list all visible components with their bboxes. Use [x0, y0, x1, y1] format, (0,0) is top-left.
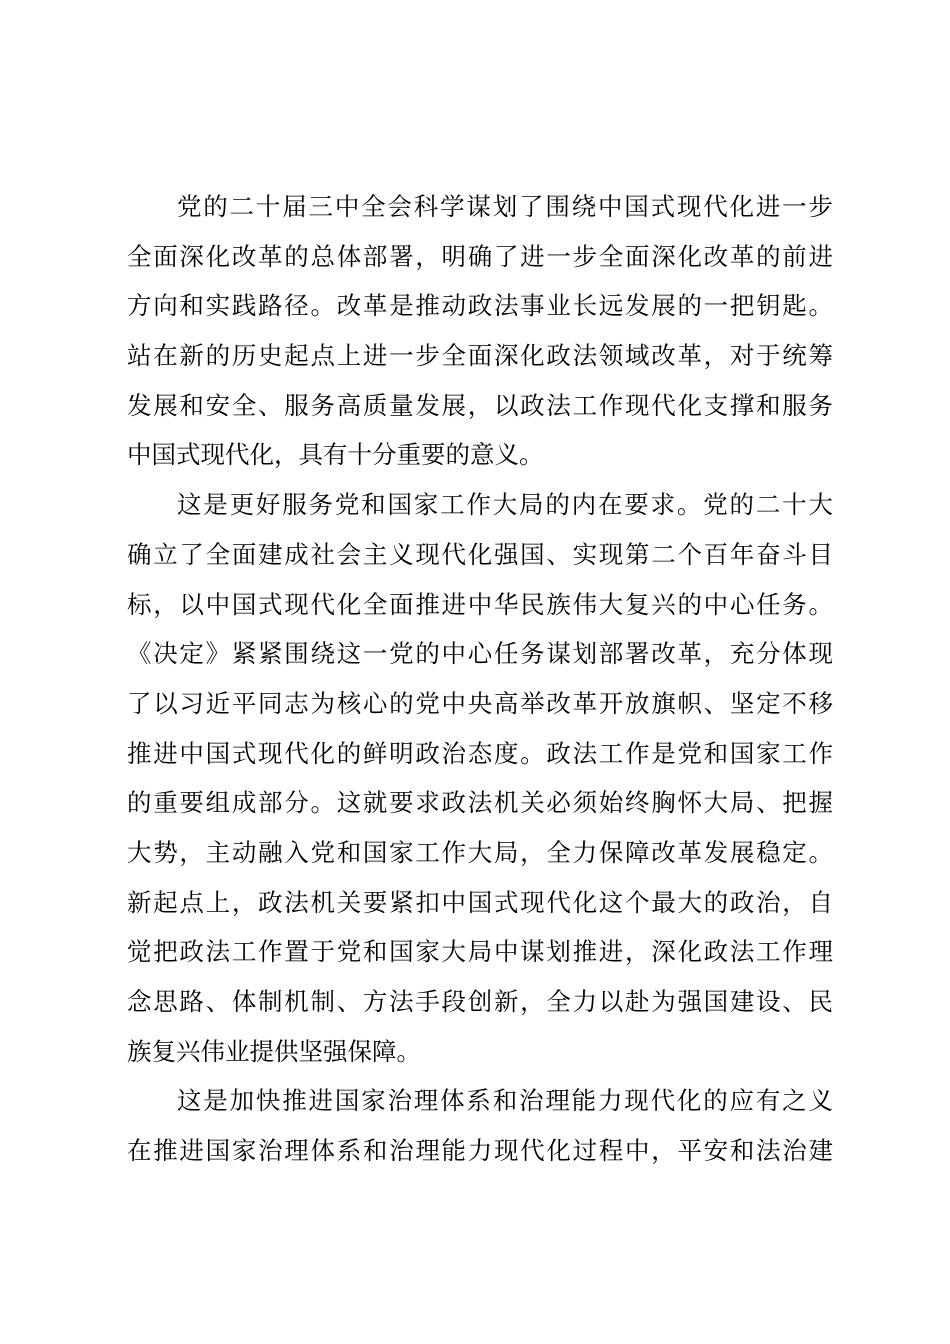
- paragraph-1-line-5: 发展和安全、服务高质量发展，以政法工作现代化支撑和服务: [127, 390, 833, 420]
- paragraph-1-line-4: 站在新的历史起点上进一步全面深化政法领域改革，对于统筹: [127, 341, 833, 371]
- paragraph-1-line-2: 全面深化改革的总体部署，明确了进一步全面深化改革的前进: [127, 241, 833, 271]
- paragraph-2-line-6: 推进中国式现代化的鲜明政治态度。政法工作是党和国家工作: [127, 738, 833, 768]
- body-text: [127, 182, 833, 1176]
- paragraph-3-line-2: 在推进国家治理体系和治理能力现代化过程中，平安和法治建: [127, 1136, 833, 1166]
- paragraph-1-line-3: 方向和实践路径。改革是推动政法事业长远发展的一把钥匙。: [127, 291, 833, 321]
- paragraph-2-line-12: 族复兴伟业提供坚强保障。: [127, 1036, 421, 1066]
- paragraph-1-line-6: 中国式现代化，具有十分重要的意义。: [127, 440, 544, 470]
- paragraph-3-line-1: 这是加快推进国家治理体系和治理能力现代化的应有之义: [177, 1086, 833, 1116]
- paragraph-2-line-10: 觉把政法工作置于党和国家大局中谋划推进，深化政法工作理: [127, 937, 833, 967]
- paragraph-1-line-1: 党的二十届三中全会科学谋划了围绕中国式现代化进一步: [177, 192, 833, 221]
- paragraph-2-line-5: 了以习近平同志为核心的党中央高举改革开放旗帜、坚定不移: [127, 688, 833, 718]
- paragraph-2-line-8: 大势，主动融入党和国家工作大局，全力保障改革发展稳定。: [127, 837, 833, 867]
- paragraph-2-line-7: 的重要组成部分。这就要求政法机关必须始终胸怀大局、把握: [127, 788, 833, 818]
- paragraph-2-line-1: 这是更好服务党和国家工作大局的内在要求。党的二十大: [177, 490, 833, 520]
- paragraph-2-line-11: 念思路、体制机制、方法手段创新，全力以赴为强国建设、民: [127, 987, 833, 1016]
- paragraph-2-line-9: 新起点上，政法机关要紧扣中国式现代化这个最大的政治，自: [127, 887, 833, 917]
- paragraph-2-line-4: 《决定》紧紧围绕这一党的中心任务谋划部署改革，充分体现: [127, 639, 833, 669]
- paragraph-2-line-2: 确立了全面建成社会主义现代化强国、实现第二个百年奋斗目: [127, 539, 833, 569]
- paragraph-2-line-3: 标，以中国式现代化全面推进中华民族伟大复兴的中心任务。: [127, 589, 833, 619]
